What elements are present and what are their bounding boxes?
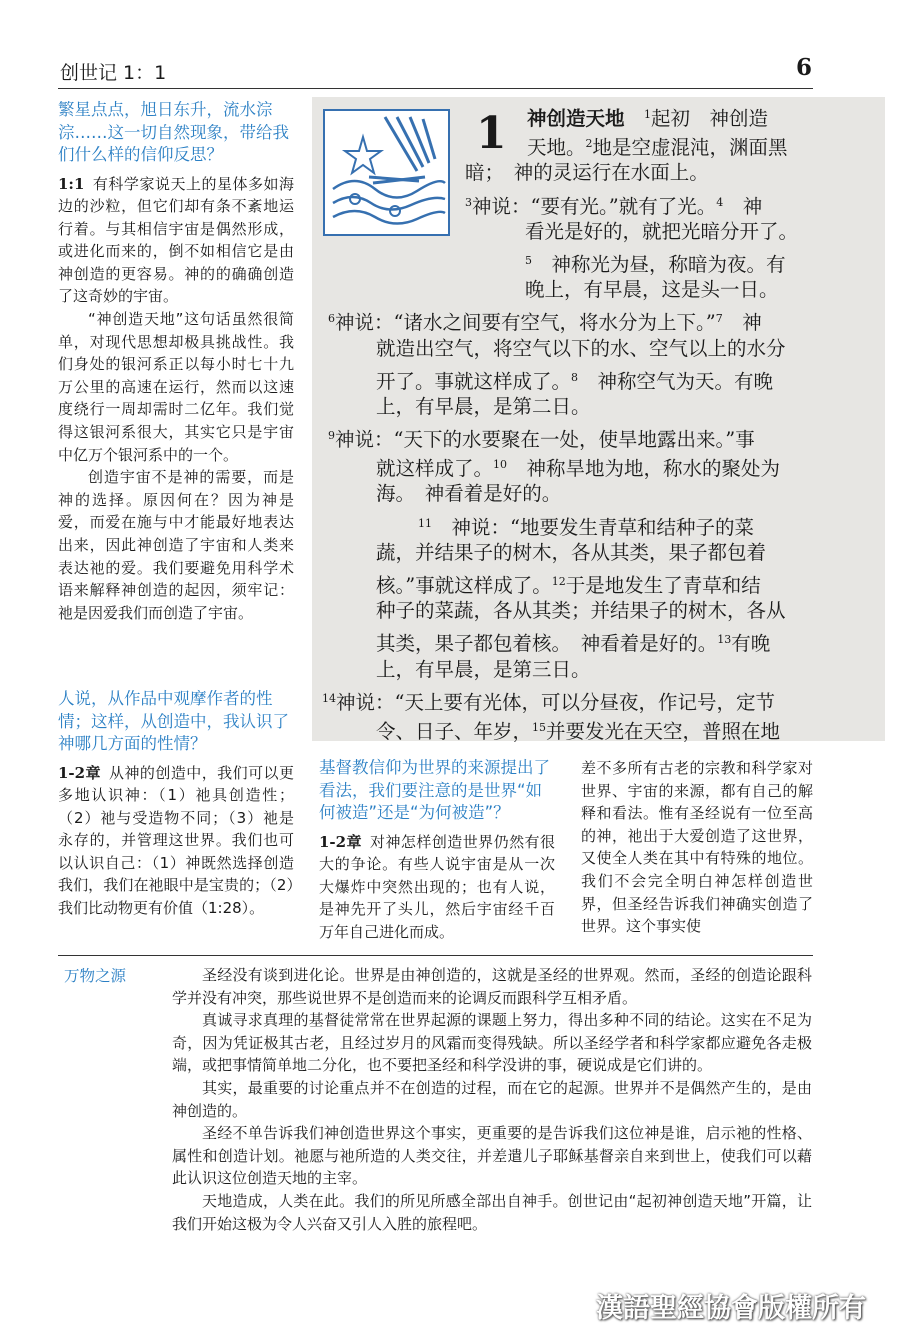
page-header-title: 创世记 1：1 xyxy=(60,62,167,84)
feature-label: 万物之源 xyxy=(64,967,127,985)
page-number: 6 xyxy=(795,54,812,81)
study-note-paragraph: 创造宇宙不是神的需要，而是神的选择。原因何在？因为神是爱，而爱在施与中才能最好地表达出来，因此神创造了宇宙和人类来表达祂的爱。我们要避免用科学术语来解释神创造的起因，须牢记：祂是因爱我们而创造了宇宙。 xyxy=(58,468,294,622)
feature-essay xyxy=(172,964,812,1235)
study-note-paragraph: 1:1 有科学家说天上的星体多如海边的沙粒，但它们却有条不紊地运行着。与其相信宇宙是偶然形成，或进化而来的，倒不如相信它是由神创造的更容易。神的的确确创造了这奇妙的宇宙。 xyxy=(58,174,294,306)
essay-paragraph: 圣经没有谈到进化论。世界是由神创造的，这就是圣经的世界观。然而，圣经的创造论跟科学并没有冲突，那些说世界不是创造而来的论调反而跟科学互相矛盾。 xyxy=(172,966,812,1007)
essay-paragraph: 天地造成，人类在此。我们的所见所感全部出自神手。创世记由“起初神创造天地”开篇，让我们开始这极为令人兴奋又引人入胜的旅程吧。 xyxy=(172,1191,812,1233)
study-note-2 xyxy=(58,688,294,920)
study-note-paragraph: 1-2章 从神的创造中，我们可以更多地认识神：（1）祂具创造性；（2）祂与受造物不同；（3）祂是永存的，并管理这世界。我们也可以认识自己：（1）神既然选择创造我们，我们在祂眼中是宝贵的；（2）我们比动物更有价值（1:28）。 xyxy=(58,763,294,918)
verse-reference: 1:1 xyxy=(58,174,85,193)
study-note-3 xyxy=(319,757,555,943)
study-note-paragraph: 差不多所有古老的宗教和科学家对世界、宇宙的来源，都有自己的解释和看法。惟有圣经说有一位至高的神，祂出于大爱创造了这世界，又使全人类在其中有特殊的地位。我们不会完全明白神怎样创造世界，但圣经告诉我们神确实创造了世界。这个事实使 xyxy=(581,759,813,936)
study-note-question: 人说，从作品中观摩作者的性情；这样，从创造中，我认识了神哪几方面的性情？ xyxy=(58,689,289,753)
study-note-3-continued xyxy=(581,757,813,938)
verse-reference: 1-2章 xyxy=(58,763,102,782)
header-rule xyxy=(58,88,813,89)
study-note-paragraph: “神创造天地”这句话虽然很简单，对现代思想却极具挑战性。我们身处的银河系正以每小时七十九万公里的高速在运行，然而以这速度绕行一周却需时二亿年。我们觉得这银河系很大，其实它只是宇宙中亿万个银河系中的一个。 xyxy=(58,310,294,464)
scripture-text: 神创造天地 $^1$起初 神创造 天地。$^2$地是空虚混沌，渊面黑 暗； 神的灵运行在水面上。 $^3$神说：“要有光。”就有了光。$^4$ 神 看光是好的，就把光暗分开了。 $^5$ 神称光为昼，称暗为夜。有 晚上，有早晨，这是头一日。 $^6$神说：“诸水之间要有空气，将水分为上下。”$^7$ 神 就造出空气，将空气以下的水、空气以上的水分 开了。事就这样成了。$^8$ 神称空气为天。有晚 上，有早晨，是第二日。 $^9$神说：“天下的水要聚在一处，使旱地露出来。”事 就这样成了。$^{10}$ 神称旱地为地，称水的聚处为 海。 神看着是好的。 $^{11}$ 神说：“地要发生青草和结种子的菜 蔬，并结果子的树木，各从其类，果子都包着 核。”事就这样成了。$^{12}$于是地发生了青草和结 种子的菜蔬，各从其类；并结果子的树木，各从 其类，果子都包着核。 神看着是好的。$^{13}$有晚 上，有早晨，是第三日。 $^{14}$神说：“天上要有光体，可以分昼夜，作记号，定节 令、日子、年岁，$^{15}$并要发光在天空，普照在地 xyxy=(322,107,799,743)
essay-paragraph: 真诚寻求真理的基督徒常常在世界起源的课题上努力，得出多种不同的结论。这实在不足为奇，因为凭证极其古老，且经过岁月的风霜而变得残缺。所以圣经学者和科学家都应避免各走极端，或把事情简单地二分化，也不要把圣经和科学没讲的事，硬说成是它们讲的。 xyxy=(172,1011,812,1075)
study-note-question: 繁星点点，旭日东升，流水淙淙……这一切自然现象，带给我们什么样的信仰反思？ xyxy=(58,100,289,164)
copyright-watermark: 漢語聖經協會版權所有 xyxy=(596,1293,866,1324)
study-note-1 xyxy=(58,99,294,624)
verse-reference: 1-2章 xyxy=(319,832,363,851)
chapter-number: 1 xyxy=(476,108,507,159)
essay-paragraph: 其实，最重要的讨论重点并不在创造的过程，而在它的起源。世界并不是偶然产生的，是由神创造的。 xyxy=(172,1078,812,1120)
section-heading: 神创造天地 xyxy=(527,107,625,130)
essay-paragraph: 圣经不单告诉我们神创造世界这个事实，更重要的是告诉我们这位神是谁，启示祂的性格、属性和创造计划。祂愿与祂所造的人类交往，并差遣儿子耶稣基督亲自来到世上，使我们可以藉此认识这位创造天地的主宰。 xyxy=(172,1124,812,1188)
study-note-question: 基督教信仰为世界的来源提出了看法，我们要注意的是世界“如何被造”还是“为何被造”？ xyxy=(319,758,550,822)
study-note-paragraph: 1-2章 对神怎样创造世界仍然有很大的争论。有些人说宇宙是从一次大爆炸中突然出现的；也有人说，是神先开了头儿，然后宇宙经千百万年自己进化而成。 xyxy=(319,832,555,941)
section-divider xyxy=(58,955,813,956)
